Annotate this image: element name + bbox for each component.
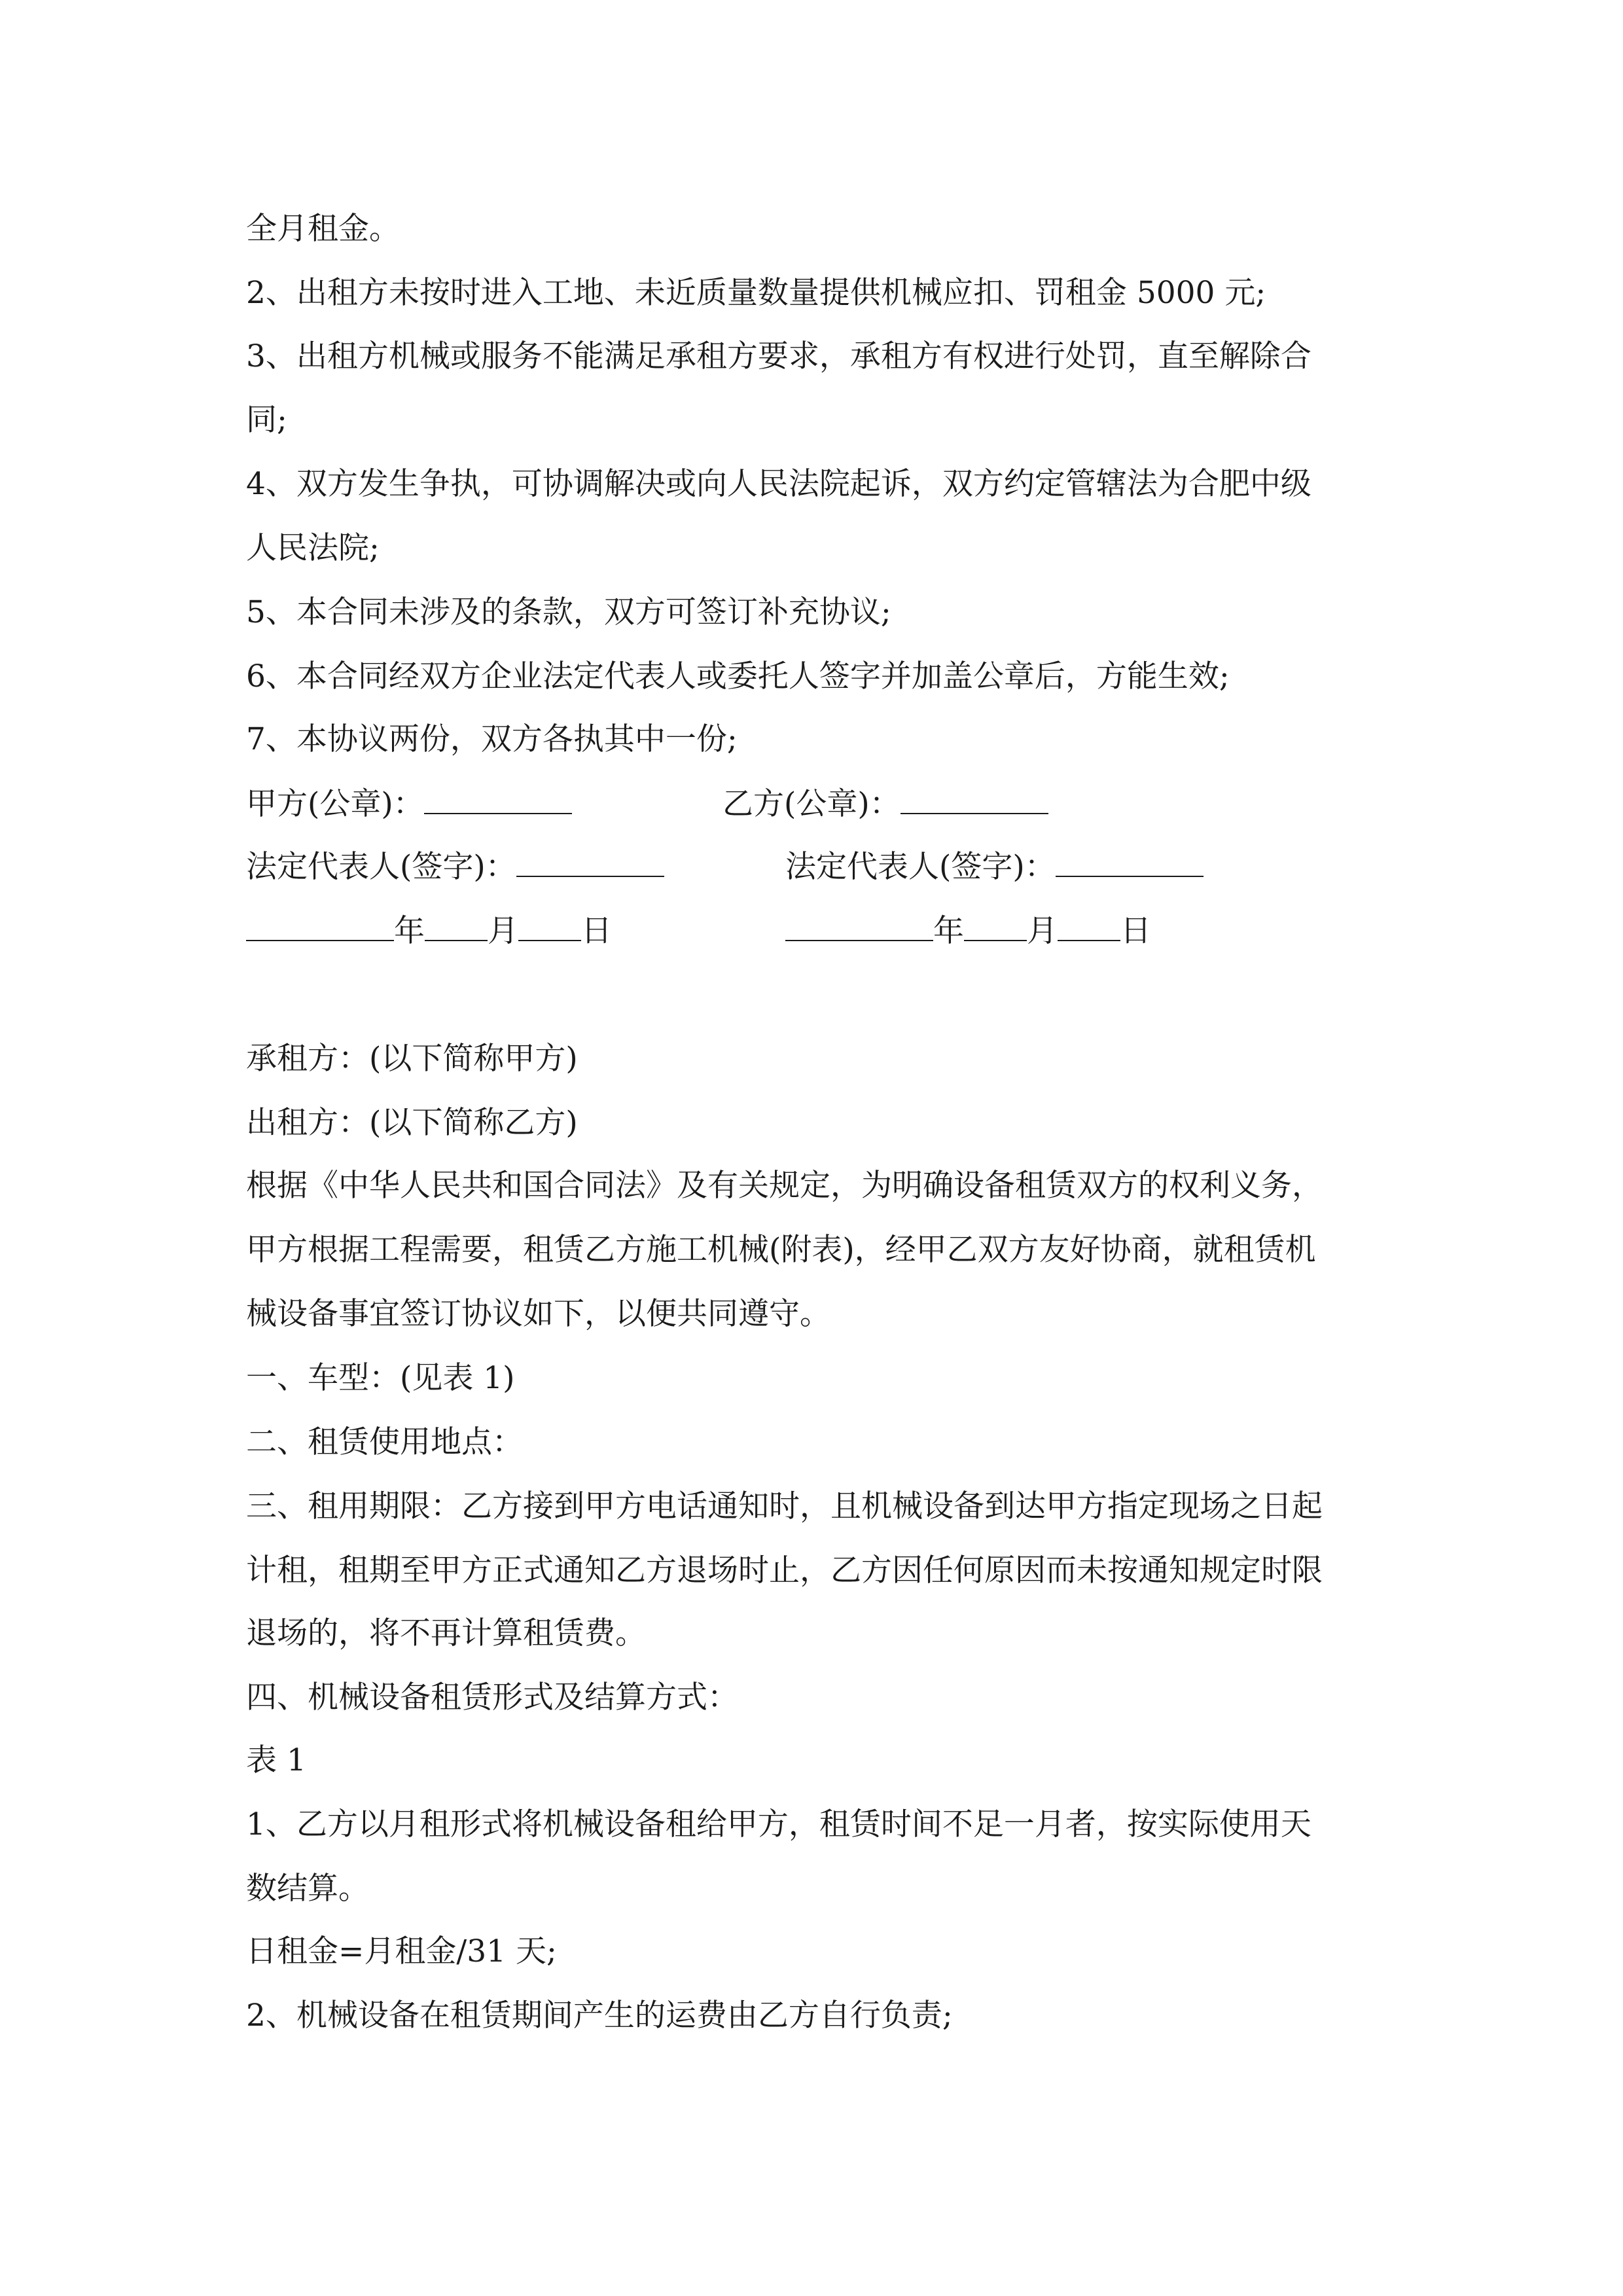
contract-line: 退场的，将不再计算租赁费。 — [246, 1615, 646, 1651]
date-a-month: 月 — [488, 913, 518, 949]
clause-line: 2、出租方未按时进入工地、未近质量数量提供机械应扣、罚租金 5000 元; — [246, 275, 1266, 311]
rep-b-signature — [785, 847, 1204, 886]
contract-line: 日租金=月租金/31 天; — [246, 1933, 557, 1969]
party-b-seal — [722, 784, 1048, 823]
clause-line: 人民法院; — [246, 530, 380, 566]
contract-line: 甲方根据工程需要，租赁乙方施工机械(附表)，经甲乙双方友好协商，就租赁机 — [246, 1232, 1316, 1268]
contract-line: 出租方：(以下简称乙方) — [246, 1105, 578, 1141]
date-b-year-blank — [785, 911, 933, 941]
date-b-month: 月 — [1027, 913, 1058, 949]
contract-line: 根据《中华人民共和国合同法》及有关规定，为明确设备租赁双方的权利义务， — [246, 1168, 1323, 1204]
date-a-month-blank — [425, 911, 488, 941]
date-a-day: 日 — [581, 913, 612, 949]
contract-line: 二、租赁使用地点： — [246, 1424, 523, 1460]
clause-line: 6、本合同经双方企业法定代表人或委托人签字并加盖公章后，方能生效; — [246, 658, 1230, 694]
clause-line: 5、本合同未涉及的条款，双方可签订补充协议; — [246, 594, 891, 630]
date-b-day: 日 — [1120, 913, 1151, 949]
date-b — [785, 911, 1151, 950]
contract-line: 械设备事宜签订协议如下，以便共同遵守。 — [246, 1296, 830, 1332]
party-b-seal-blank — [901, 784, 1048, 814]
clause-line: 同; — [246, 402, 287, 438]
contract-line: 承租方：(以下简称甲方) — [246, 1041, 578, 1077]
party-a-seal — [246, 784, 572, 823]
rep-b-blank — [1056, 847, 1204, 877]
date-b-month-blank — [964, 911, 1027, 941]
party-b-seal-label: 乙方(公章)： — [722, 786, 901, 822]
contract-line: 三、租用期限：乙方接到甲方电话通知时，且机械设备到达甲方指定现场之日起 — [246, 1488, 1323, 1524]
contract-line: 数结算。 — [246, 1871, 369, 1907]
rep-a-blank — [516, 847, 664, 877]
date-a-year-blank — [246, 911, 394, 941]
party-a-seal-blank — [424, 784, 572, 814]
contract-line: 计租，租期至甲方正式通知乙方退场时止，乙方因任何原因而未按通知规定时限 — [246, 1552, 1323, 1588]
clause-line: 7、本协议两份，双方各执其中一份; — [246, 721, 738, 757]
date-a-day-blank — [518, 911, 581, 941]
clause-line: 3、出租方机械或服务不能满足承租方要求，承租方有权进行处罚，直至解除合 — [246, 338, 1311, 374]
rep-a-signature — [246, 847, 664, 886]
clause-line: 全月租金。 — [246, 211, 400, 247]
rep-b-label: 法定代表人(签字)： — [785, 849, 1056, 885]
date-a-year: 年 — [394, 913, 425, 949]
date-b-day-blank — [1058, 911, 1120, 941]
contract-line: 四、机械设备租赁形式及结算方式： — [246, 1679, 738, 1715]
rep-a-label: 法定代表人(签字)： — [246, 849, 516, 885]
clause-line: 4、双方发生争执，可协调解决或向人民法院起诉，双方约定管辖法为合肥中级 — [246, 466, 1311, 502]
contract-line: 一、车型：(见表 1) — [246, 1360, 515, 1396]
date-a — [246, 911, 612, 950]
date-b-year: 年 — [933, 913, 964, 949]
contract-line: 1、乙方以月租形式将机械设备租给甲方，租赁时间不足一月者，按实际使用天 — [246, 1806, 1311, 1842]
contract-line: 表 1 — [246, 1742, 306, 1778]
contract-line: 2、机械设备在租赁期间产生的运费由乙方自行负责; — [246, 1998, 953, 2034]
party-a-seal-label: 甲方(公章)： — [246, 786, 424, 822]
